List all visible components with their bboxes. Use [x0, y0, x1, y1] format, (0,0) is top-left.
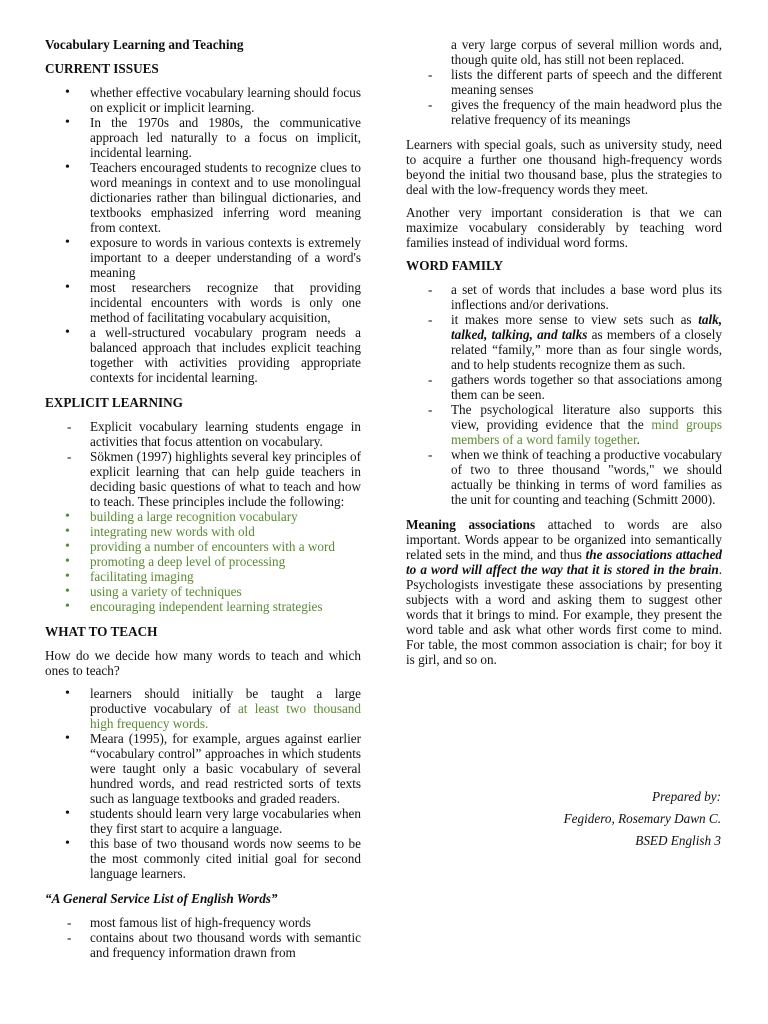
list-item: - contains about two thousand words with semantic and frequency information drawn from [45, 930, 361, 960]
list-item: • Meara (1995), for example, argues against earlier “vocabulary control” approaches in which students were taught only a basic vocabulary of several hundred words, and read restricted sorts of texts such as language textbooks and graded readers. [45, 731, 361, 806]
item-text: learners should initially be taught a large productive vocabulary of [90, 686, 361, 716]
list-item: • facilitating imaging [45, 569, 361, 584]
list-item: • exposure to words in various contexts is extremely important to a deeper understanding of a word's meaning [45, 235, 361, 280]
item-text: it makes more sense to view sets such as [451, 312, 699, 327]
what-to-teach-heading: WHAT TO TEACH [45, 624, 158, 639]
list-item [45, 686, 361, 731]
list-item: • providing a number of encounters with a word [45, 539, 361, 554]
special-goals-paragraph: Learners with special goals, such as university study, need to acquire a further one thousand high-frequency words beyond the initial two thousand base, plus the strategies to deal with the low-frequency words they meet. [406, 137, 722, 197]
item-text: The psychological literature also supports this view, providing evidence that the [451, 402, 722, 432]
paragraph-text: . Psychologists investigate these associations by presenting subjects with a word and asking them to suggest other words that it brings to mind. For example, they present the word table and ask what other words first come to mind. For table, the most common association is chair; for boy it is girl, and so on. [406, 562, 722, 667]
explicit-learning-list [45, 419, 361, 509]
list-item: • most researchers recognize that providing incidental encounters with words is only one method of facilitating vocabulary acquisition, [45, 280, 361, 325]
explicit-learning-heading: EXPLICIT LEARNING [45, 395, 183, 410]
list-item: - Sökmen (1997) highlights several key principles of explicit learning that can help guide teachers in deciding basic questions of what to teach and how to teach. These principles include the following: [45, 449, 361, 509]
author-course: BSED English 3 [635, 833, 721, 848]
list-item [406, 312, 722, 372]
document-title: Vocabulary Learning and Teaching [45, 37, 244, 52]
list-item: - lists the different parts of speech and the different meaning senses [406, 67, 722, 97]
list-item: - gathers words together so that associations among them can be seen. [406, 372, 722, 402]
current-issues-list [45, 85, 361, 385]
list-item: - a set of words that includes a base word plus its inflections and/or derivations. [406, 282, 722, 312]
what-to-teach-list [45, 686, 361, 881]
list-item: - most famous list of high-frequency words [45, 915, 361, 930]
emphasis-text: talk, talked, talking, and talks [451, 312, 722, 342]
left-column [45, 37, 361, 970]
list-item: • building a large recognition vocabulary [45, 509, 361, 524]
right-column [406, 37, 722, 675]
list-item: • using a variety of techniques [45, 584, 361, 599]
gsl-list [45, 915, 361, 960]
current-issues-heading: CURRENT ISSUES [45, 61, 159, 76]
highlight-text: mind groups members of a word family together [451, 417, 722, 447]
bold-lead: Meaning associations [406, 517, 536, 532]
item-text: . [636, 432, 640, 447]
list-item: • whether effective vocabulary learning should focus on explicit or implicit learning. [45, 85, 361, 115]
word-family-list [406, 282, 722, 507]
meaning-associations-paragraph [406, 517, 722, 667]
word-family-heading: WORD FAMILY [406, 258, 504, 273]
highlight-text: at least two thousand high frequency words. [90, 701, 361, 731]
list-item: • this base of two thousand words now seems to be the most commonly cited initial goal for second language learners. [45, 836, 361, 881]
emphasis-text: the associations attached to a word will affect the way that it is stored in the brain [406, 547, 723, 577]
list-item: - when we think of teaching a productive vocabulary of two to three thousand "words," we should actually be thinking in terms of word families as the unit for counting and teaching (Schmitt 2000). [406, 447, 722, 507]
gsl-list-continued [406, 67, 722, 127]
list-item: • encouraging independent learning strategies [45, 599, 361, 614]
list-item: • promoting a deep level of processing [45, 554, 361, 569]
signature-block [564, 789, 721, 855]
paragraph-text: attached to words are also important. Words appear to be organized into semantically related sets in the mind, and thus [406, 517, 722, 562]
list-item: • students should learn very large vocabularies when they first start to acquire a language. [45, 806, 361, 836]
item-text: as members of a closely related “family,” more than as four single words, and to help students recognize them as such. [451, 327, 722, 372]
what-to-teach-intro: How do we decide how many words to teach and which ones to teach? [45, 648, 361, 678]
author-name: Fegidero, Rosemary Dawn C. [563, 811, 721, 826]
gsl-heading: “A General Service List of English Words” [45, 891, 278, 906]
list-item: - Explicit vocabulary learning students engage in activities that focus attention on vocabulary. [45, 419, 361, 449]
prepared-by-label: Prepared by: [652, 789, 721, 804]
consideration-paragraph: Another very important consideration is that we can maximize vocabulary considerably by teaching word families instead of individual word forms. [406, 205, 722, 250]
list-item: - gives the frequency of the main headword plus the relative frequency of its meanings [406, 97, 722, 127]
list-item: • a well-structured vocabulary program needs a balanced approach that includes explicit teaching together with activities providing appropriate contexts for incidental learning. [45, 325, 361, 385]
list-item: • Teachers encouraged students to recognize clues to word meanings in context and to use monolingual dictionaries rather than bilingual dictionaries, and textbooks emphasized inferring word meaning from context. [45, 160, 361, 235]
list-item: • integrating new words with old [45, 524, 361, 539]
list-item: • In the 1970s and 1980s, the communicative approach led naturally to a focus on implicit, incidental learning. [45, 115, 361, 160]
principles-list [45, 509, 361, 614]
list-item [406, 402, 722, 447]
gsl-continuation: a very large corpus of several million words and, though quite old, has still not been replaced. [451, 37, 722, 67]
